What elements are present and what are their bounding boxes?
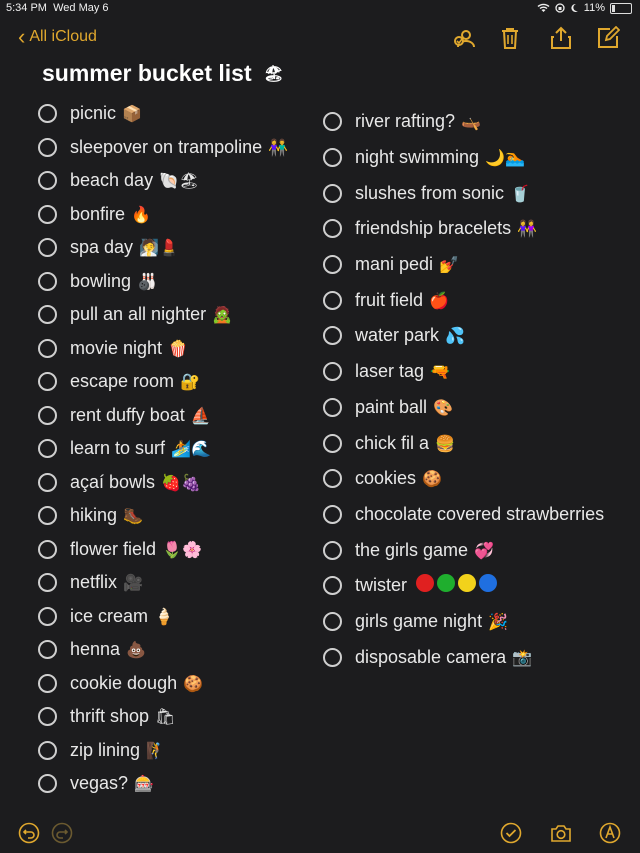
emoji-icon: 🍎	[429, 290, 449, 310]
checkbox-circle[interactable]	[323, 291, 342, 310]
emoji-icon: ⛵	[190, 405, 211, 425]
checkbox-circle[interactable]	[323, 148, 342, 167]
emoji-icon: 🐚🏖	[159, 171, 200, 191]
checkbox-circle[interactable]	[38, 640, 57, 659]
collaborate-icon[interactable]	[453, 26, 477, 50]
wifi-icon	[537, 3, 550, 13]
checklist-item-label: bonfire	[70, 203, 126, 224]
checkbox-circle[interactable]	[323, 112, 342, 131]
emoji-icon: 💩	[126, 640, 146, 660]
color-dots	[413, 574, 497, 597]
circle-dot-icon	[416, 574, 434, 592]
checklist-item-label: pull an all nighter	[70, 304, 207, 325]
checkbox-circle[interactable]	[323, 576, 342, 595]
checklist-item-label: ice cream	[70, 605, 149, 626]
undo-icon[interactable]	[18, 822, 40, 844]
battery-icon	[610, 3, 632, 14]
checklist-item-label: river rafting?	[355, 111, 456, 132]
checklist-item-label: the girls game	[355, 539, 469, 560]
checkbox-circle[interactable]	[38, 573, 57, 592]
checklist-item-label: paint ball	[355, 396, 428, 417]
checkbox-circle[interactable]	[38, 104, 57, 123]
emoji-icon: 🍔	[435, 433, 455, 453]
checklist-item-label: rent duffy boat	[70, 404, 185, 425]
checkbox-circle[interactable]	[323, 505, 342, 524]
checklist-item[interactable]	[38, 700, 288, 734]
checkbox-circle[interactable]	[38, 540, 57, 559]
checklist-item[interactable]	[38, 399, 288, 433]
emoji-icon: 💅	[439, 255, 459, 275]
checklist-item[interactable]	[38, 533, 288, 567]
emoji-icon: 🛶	[461, 112, 481, 132]
emoji-icon: 🔐	[180, 372, 200, 392]
emoji-icon: 👭	[517, 219, 538, 239]
checklist-item[interactable]	[38, 667, 288, 701]
emoji-icon: 🥾	[123, 506, 143, 526]
checkbox-circle[interactable]	[38, 171, 57, 190]
checklist-item[interactable]	[38, 198, 288, 232]
checklist-item-label: night swimming	[355, 147, 480, 168]
checklist-item-label: netflix	[70, 572, 118, 593]
emoji-icon: 🌙🏊	[485, 148, 525, 168]
checklist-item[interactable]	[323, 461, 604, 497]
checkbox-circle[interactable]	[323, 541, 342, 560]
checklist-item-label: girls game night	[355, 610, 483, 631]
checkbox-circle[interactable]	[38, 406, 57, 425]
checklist-item[interactable]	[38, 298, 288, 332]
emoji-icon: 🧟	[212, 305, 233, 325]
checklist-item-label: vegas?	[70, 773, 129, 794]
checkbox-circle[interactable]	[38, 439, 57, 458]
checklist-item[interactable]	[38, 231, 288, 265]
checklist-item-label: bowling	[70, 270, 132, 291]
checklist-item[interactable]	[323, 425, 604, 461]
redo-icon[interactable]	[51, 822, 73, 844]
checklist-item-label: cookies	[355, 468, 417, 489]
emoji-icon: 🍓🍇	[161, 472, 201, 492]
checklist-item-label: sleepover on trampoline	[70, 136, 263, 157]
circle-dot-icon	[458, 574, 476, 592]
checklist-item[interactable]	[323, 140, 604, 176]
checkbox-circle[interactable]	[38, 506, 57, 525]
checklist-item-label: escape room	[70, 371, 175, 392]
checklist-item-label: learn to surf	[70, 438, 166, 459]
checklist-item-label: thrift shop	[70, 706, 150, 727]
checklist-item-label: flower field	[70, 538, 157, 559]
checklist-item-label: disposable camera	[355, 646, 507, 667]
checkbox-circle[interactable]	[38, 372, 57, 391]
checklist-item[interactable]	[38, 332, 288, 366]
checkbox-circle[interactable]	[38, 205, 57, 224]
moon-icon	[570, 3, 579, 13]
checklist-item[interactable]	[38, 97, 288, 131]
checkbox-circle[interactable]	[38, 138, 57, 157]
checklist-item[interactable]	[38, 566, 288, 600]
battery-percent: 11%	[583, 2, 605, 14]
checklist-item[interactable]	[38, 633, 288, 667]
checkbox-circle[interactable]	[38, 238, 57, 257]
emoji-icon: 🍪	[422, 469, 442, 489]
emoji-icon: 🔥	[131, 204, 151, 224]
checklist-right-column	[323, 104, 604, 675]
emoji-icon: 📸	[512, 647, 533, 667]
trash-icon[interactable]	[498, 26, 522, 50]
emoji-icon: 🎰	[134, 774, 154, 794]
checklist-item-label: picnic	[70, 103, 117, 124]
checkbox-circle[interactable]	[38, 674, 57, 693]
checkbox-circle[interactable]	[38, 607, 57, 626]
checklist-item[interactable]	[38, 734, 288, 768]
emoji-icon: 🎉	[488, 611, 508, 631]
checkbox-circle[interactable]	[38, 473, 57, 492]
emoji-icon: 🧖💄	[139, 238, 179, 258]
emoji-icon: 🎨	[433, 397, 453, 417]
notes-toolbar	[0, 24, 640, 54]
checklist-item-label: henna	[70, 639, 121, 660]
emoji-icon: 🍿	[168, 338, 188, 358]
checklist-left-column	[38, 97, 288, 801]
checklist-item-label: mani pedi	[355, 254, 434, 275]
checklist-item-label: laser tag	[355, 361, 425, 382]
emoji-icon: 🧗	[146, 740, 166, 760]
checkbox-circle[interactable]	[323, 255, 342, 274]
checklist-item-label: açaí bowls	[70, 471, 156, 492]
checkbox-circle[interactable]	[323, 398, 342, 417]
emoji-icon: 📦	[122, 104, 142, 124]
checklist-item[interactable]	[323, 604, 604, 640]
emoji-icon: 💞	[474, 540, 494, 560]
share-icon[interactable]	[549, 26, 573, 50]
checklist-item[interactable]	[38, 131, 288, 165]
note-title-text: summer bucket list	[42, 60, 252, 86]
checklist-item[interactable]	[323, 211, 604, 247]
checklist-item-label: fruit field	[355, 289, 424, 310]
checkbox-circle[interactable]	[323, 612, 342, 631]
checkbox-circle[interactable]	[38, 774, 57, 793]
checkbox-circle[interactable]	[38, 339, 57, 358]
checklist-item[interactable]	[38, 767, 288, 801]
status-right	[537, 2, 632, 14]
checklist-item[interactable]	[38, 365, 288, 399]
checklist-item[interactable]	[323, 532, 604, 568]
checklist-item[interactable]	[323, 104, 604, 140]
checklist-item-label: water park	[355, 325, 440, 346]
bottom-toolbar	[0, 818, 640, 848]
emoji-icon: 🌷🌸	[162, 539, 202, 559]
checklist-item-label: movie night	[70, 337, 163, 358]
checklist-item[interactable]	[38, 466, 288, 500]
emoji-icon: 🍦	[154, 606, 174, 626]
checklist-item[interactable]	[323, 354, 604, 390]
checkbox-circle[interactable]	[323, 362, 342, 381]
checklist-item[interactable]	[323, 282, 604, 318]
checklist-item-label: twister	[355, 575, 408, 596]
emoji-icon: 🛍	[155, 707, 176, 727]
emoji-icon: 👫	[268, 137, 289, 157]
checkbox-circle[interactable]	[323, 469, 342, 488]
checkbox-circle[interactable]	[323, 434, 342, 453]
emoji-icon: 💦	[445, 326, 465, 346]
checklist-item[interactable]	[323, 175, 604, 211]
circle-dot-icon	[437, 574, 455, 592]
checklist-item-label: spa day	[70, 237, 134, 258]
checklist-item-label: chocolate covered strawberries	[355, 503, 605, 524]
checklist-item-label: friendship bracelets	[355, 218, 512, 239]
checkbox-circle[interactable]	[38, 707, 57, 726]
checkbox-circle[interactable]	[38, 272, 57, 291]
status-bar	[0, 0, 640, 18]
checklist-item[interactable]	[323, 568, 604, 604]
emoji-icon: 🥤	[510, 183, 530, 203]
emoji-icon: 🔫	[430, 362, 450, 382]
markup-icon[interactable]	[599, 822, 621, 844]
checklist-item-label: slushes from sonic	[355, 182, 505, 203]
checkbox-circle[interactable]	[38, 741, 57, 760]
checklist-item[interactable]	[38, 499, 288, 533]
emoji-icon: 🎥	[123, 573, 143, 593]
back-label: All iCloud	[29, 28, 97, 45]
checkbox-circle[interactable]	[323, 326, 342, 345]
checklist-item-label: chick fil a	[355, 432, 430, 453]
checklist-item-label: beach day	[70, 170, 154, 191]
checkbox-circle[interactable]	[38, 305, 57, 324]
checklist-item[interactable]	[323, 390, 604, 426]
checklist-item[interactable]	[323, 497, 604, 533]
compose-icon[interactable]	[596, 26, 620, 50]
checklist-item-label: hiking	[70, 505, 118, 526]
checklist-item[interactable]	[38, 432, 288, 466]
checklist-item[interactable]	[323, 247, 604, 283]
checklist-item-label: zip lining	[70, 739, 141, 760]
note-title[interactable]	[42, 60, 284, 87]
checkbox-circle[interactable]	[323, 184, 342, 203]
checklist-item[interactable]	[38, 164, 288, 198]
orientation-lock-icon	[555, 3, 565, 13]
emoji-icon: 🏄🌊	[171, 439, 211, 459]
chevron-left-icon: ‹	[18, 24, 26, 49]
back-button[interactable]	[18, 24, 97, 49]
umbrella-icon: 🏖	[263, 64, 284, 83]
emoji-icon: 🎳	[137, 271, 157, 291]
checklist-item[interactable]	[38, 265, 288, 299]
checklist-item[interactable]	[323, 639, 604, 675]
status-time: 5:34 PM Wed May 6	[6, 2, 109, 14]
checkbox-circle[interactable]	[323, 219, 342, 238]
checklist-item[interactable]	[38, 600, 288, 634]
checklist-item[interactable]	[323, 318, 604, 354]
emoji-icon: 🍪	[183, 673, 204, 693]
checklist-item-label: cookie dough	[70, 672, 178, 693]
checklist-icon[interactable]	[500, 822, 522, 844]
checkbox-circle[interactable]	[323, 648, 342, 667]
circle-dot-icon	[479, 574, 497, 592]
camera-icon[interactable]	[550, 822, 572, 844]
